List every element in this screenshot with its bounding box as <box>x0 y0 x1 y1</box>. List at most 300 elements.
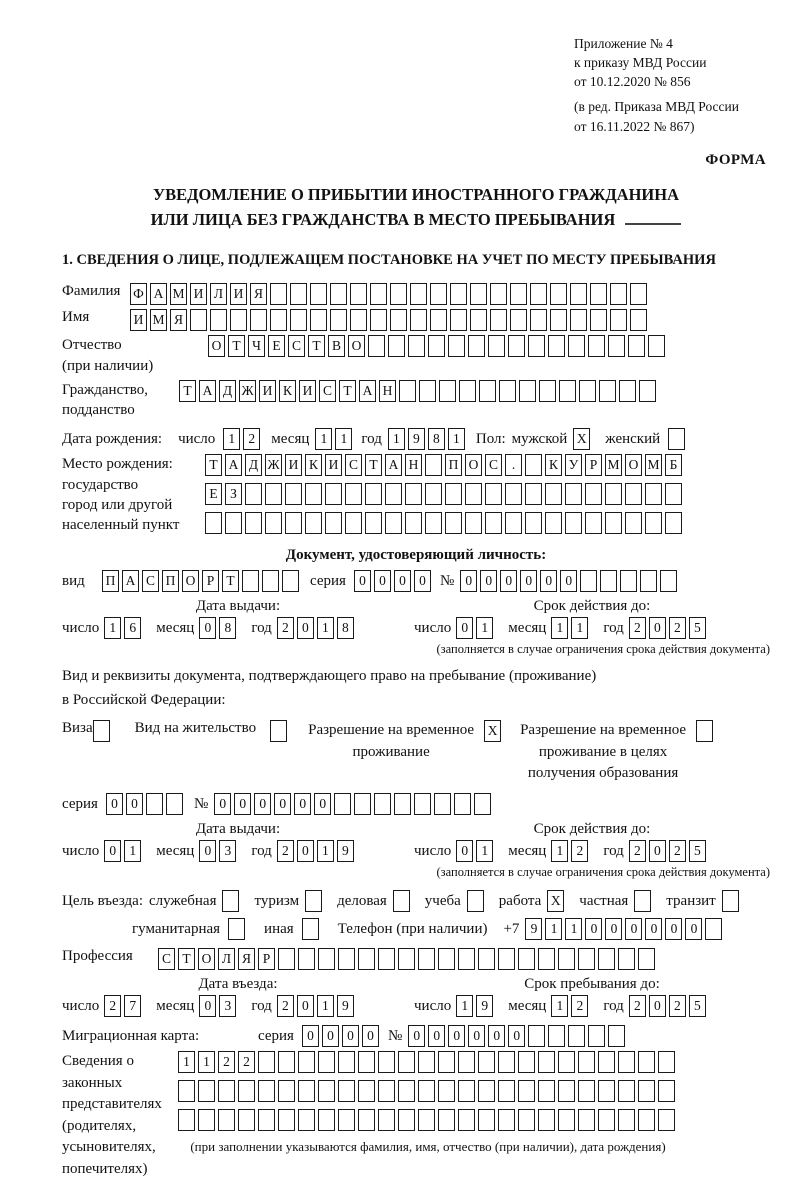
char-cell[interactable]: П <box>102 570 119 592</box>
char-cell[interactable] <box>499 380 516 402</box>
char-cell[interactable]: 3 <box>219 995 236 1017</box>
char-cell[interactable] <box>425 512 442 534</box>
char-cell[interactable] <box>350 309 367 331</box>
char-cell[interactable] <box>378 1109 395 1131</box>
char-cell[interactable] <box>578 948 595 970</box>
char-cell[interactable] <box>668 428 685 450</box>
char-cell[interactable] <box>588 1025 605 1047</box>
char-cell[interactable]: 1 <box>317 840 334 862</box>
char-cell[interactable] <box>618 1109 635 1131</box>
char-cell[interactable] <box>222 890 239 912</box>
char-cell[interactable]: К <box>305 454 322 476</box>
char-cell[interactable] <box>599 380 616 402</box>
char-cell[interactable]: 2 <box>629 840 646 862</box>
char-cell[interactable] <box>630 309 647 331</box>
char-cell[interactable]: 0 <box>199 995 216 1017</box>
char-cell[interactable]: Б <box>665 454 682 476</box>
char-cell[interactable] <box>385 512 402 534</box>
char-cell[interactable]: 0 <box>560 570 577 592</box>
char-cell[interactable] <box>298 1109 315 1131</box>
char-cell[interactable]: 0 <box>302 1025 319 1047</box>
char-cell[interactable] <box>385 483 402 505</box>
char-cell[interactable] <box>338 948 355 970</box>
char-cell[interactable]: 2 <box>669 995 686 1017</box>
char-cell[interactable] <box>418 1051 435 1073</box>
char-cell[interactable] <box>345 512 362 534</box>
char-cell[interactable]: 1 <box>448 428 465 450</box>
char-cell[interactable] <box>610 283 627 305</box>
char-cell[interactable] <box>310 309 327 331</box>
char-cell[interactable]: 0 <box>585 918 602 940</box>
char-cell[interactable]: 2 <box>669 840 686 862</box>
char-cell[interactable] <box>570 309 587 331</box>
char-cell[interactable] <box>454 793 471 815</box>
char-cell[interactable]: 0 <box>394 570 411 592</box>
char-cell[interactable] <box>490 309 507 331</box>
char-cell[interactable] <box>518 1109 535 1131</box>
char-cell[interactable] <box>218 1080 235 1102</box>
char-cell[interactable] <box>470 283 487 305</box>
char-cell[interactable]: 0 <box>362 1025 379 1047</box>
char-cell[interactable] <box>538 948 555 970</box>
char-cell[interactable] <box>648 335 665 357</box>
char-cell[interactable]: Т <box>308 335 325 357</box>
char-cell[interactable]: С <box>485 454 502 476</box>
char-cell[interactable] <box>588 335 605 357</box>
char-cell[interactable]: О <box>198 948 215 970</box>
char-cell[interactable]: 2 <box>669 617 686 639</box>
char-cell[interactable] <box>350 283 367 305</box>
char-cell[interactable]: 0 <box>500 570 517 592</box>
char-cell[interactable] <box>450 309 467 331</box>
char-cell[interactable] <box>302 918 319 940</box>
char-cell[interactable]: 0 <box>314 793 331 815</box>
char-cell[interactable] <box>468 335 485 357</box>
char-cell[interactable] <box>665 483 682 505</box>
char-cell[interactable]: 0 <box>254 793 271 815</box>
char-cell[interactable] <box>585 483 602 505</box>
char-cell[interactable]: 2 <box>238 1051 255 1073</box>
char-cell[interactable] <box>270 309 287 331</box>
char-cell[interactable]: 0 <box>294 793 311 815</box>
char-cell[interactable] <box>378 1051 395 1073</box>
char-cell[interactable] <box>298 948 315 970</box>
char-cell[interactable] <box>525 454 542 476</box>
char-cell[interactable]: А <box>359 380 376 402</box>
char-cell[interactable]: З <box>225 483 242 505</box>
char-cell[interactable]: 1 <box>104 617 121 639</box>
char-cell[interactable]: Ж <box>265 454 282 476</box>
char-cell[interactable]: 0 <box>414 570 431 592</box>
char-cell[interactable] <box>545 483 562 505</box>
char-cell[interactable] <box>430 283 447 305</box>
char-cell[interactable] <box>166 793 183 815</box>
char-cell[interactable]: 8 <box>428 428 445 450</box>
char-cell[interactable]: Р <box>585 454 602 476</box>
char-cell[interactable] <box>578 1109 595 1131</box>
char-cell[interactable]: Ч <box>248 335 265 357</box>
char-cell[interactable] <box>498 948 515 970</box>
char-cell[interactable] <box>518 1080 535 1102</box>
char-cell[interactable]: С <box>345 454 362 476</box>
char-cell[interactable]: 0 <box>199 617 216 639</box>
char-cell[interactable] <box>498 1080 515 1102</box>
char-cell[interactable]: 1 <box>223 428 240 450</box>
char-cell[interactable]: 0 <box>456 840 473 862</box>
char-cell[interactable] <box>93 720 110 742</box>
char-cell[interactable] <box>558 1109 575 1131</box>
char-cell[interactable]: 0 <box>460 570 477 592</box>
char-cell[interactable]: 2 <box>629 995 646 1017</box>
char-cell[interactable] <box>485 483 502 505</box>
char-cell[interactable]: Р <box>258 948 275 970</box>
char-cell[interactable] <box>390 309 407 331</box>
char-cell[interactable]: 5 <box>689 617 706 639</box>
char-cell[interactable]: С <box>158 948 175 970</box>
char-cell[interactable] <box>590 283 607 305</box>
char-cell[interactable]: О <box>182 570 199 592</box>
char-cell[interactable] <box>634 890 651 912</box>
char-cell[interactable] <box>498 1051 515 1073</box>
char-cell[interactable] <box>608 1025 625 1047</box>
char-cell[interactable]: 8 <box>337 617 354 639</box>
char-cell[interactable] <box>458 948 475 970</box>
char-cell[interactable] <box>625 483 642 505</box>
char-cell[interactable] <box>510 283 527 305</box>
char-cell[interactable] <box>598 1080 615 1102</box>
char-cell[interactable] <box>479 380 496 402</box>
char-cell[interactable]: В <box>328 335 345 357</box>
char-cell[interactable] <box>250 309 267 331</box>
char-cell[interactable] <box>438 1051 455 1073</box>
char-cell[interactable] <box>458 1109 475 1131</box>
char-cell[interactable] <box>505 483 522 505</box>
char-cell[interactable] <box>505 512 522 534</box>
char-cell[interactable] <box>228 918 245 940</box>
char-cell[interactable] <box>398 1051 415 1073</box>
char-cell[interactable] <box>358 1051 375 1073</box>
char-cell[interactable] <box>198 1080 215 1102</box>
char-cell[interactable] <box>210 309 227 331</box>
char-cell[interactable] <box>390 283 407 305</box>
char-cell[interactable] <box>568 1025 585 1047</box>
char-cell[interactable] <box>488 335 505 357</box>
char-cell[interactable]: К <box>545 454 562 476</box>
char-cell[interactable]: 0 <box>645 918 662 940</box>
char-cell[interactable] <box>358 1109 375 1131</box>
char-cell[interactable] <box>438 1109 455 1131</box>
char-cell[interactable] <box>558 1080 575 1102</box>
char-cell[interactable] <box>665 512 682 534</box>
char-cell[interactable] <box>625 512 642 534</box>
char-cell[interactable]: 0 <box>649 995 666 1017</box>
char-cell[interactable] <box>334 793 351 815</box>
char-cell[interactable]: X <box>573 428 590 450</box>
char-cell[interactable] <box>388 335 405 357</box>
char-cell[interactable] <box>278 1080 295 1102</box>
char-cell[interactable] <box>590 309 607 331</box>
char-cell[interactable]: Т <box>222 570 239 592</box>
char-cell[interactable] <box>550 283 567 305</box>
char-cell[interactable] <box>218 1109 235 1131</box>
char-cell[interactable] <box>408 335 425 357</box>
char-cell[interactable] <box>425 483 442 505</box>
char-cell[interactable]: 0 <box>354 570 371 592</box>
char-cell[interactable] <box>638 1109 655 1131</box>
char-cell[interactable] <box>722 890 739 912</box>
char-cell[interactable]: Е <box>268 335 285 357</box>
char-cell[interactable] <box>338 1080 355 1102</box>
char-cell[interactable] <box>608 335 625 357</box>
char-cell[interactable] <box>439 380 456 402</box>
char-cell[interactable] <box>146 793 163 815</box>
char-cell[interactable] <box>530 309 547 331</box>
char-cell[interactable] <box>600 570 617 592</box>
char-cell[interactable]: 3 <box>219 840 236 862</box>
char-cell[interactable] <box>485 512 502 534</box>
char-cell[interactable] <box>467 890 484 912</box>
char-cell[interactable] <box>370 283 387 305</box>
char-cell[interactable]: М <box>605 454 622 476</box>
char-cell[interactable] <box>318 1080 335 1102</box>
char-cell[interactable]: Н <box>405 454 422 476</box>
char-cell[interactable]: Т <box>179 380 196 402</box>
char-cell[interactable] <box>245 483 262 505</box>
char-cell[interactable] <box>305 890 322 912</box>
char-cell[interactable]: 1 <box>476 840 493 862</box>
char-cell[interactable] <box>399 380 416 402</box>
char-cell[interactable] <box>628 335 645 357</box>
char-cell[interactable]: Я <box>238 948 255 970</box>
char-cell[interactable] <box>414 793 431 815</box>
char-cell[interactable] <box>418 948 435 970</box>
char-cell[interactable] <box>645 512 662 534</box>
char-cell[interactable] <box>398 948 415 970</box>
char-cell[interactable] <box>605 483 622 505</box>
char-cell[interactable]: Л <box>218 948 235 970</box>
char-cell[interactable] <box>619 380 636 402</box>
char-cell[interactable] <box>405 512 422 534</box>
char-cell[interactable]: С <box>288 335 305 357</box>
char-cell[interactable] <box>618 1051 635 1073</box>
char-cell[interactable] <box>598 1051 615 1073</box>
char-cell[interactable] <box>658 1080 675 1102</box>
char-cell[interactable] <box>539 380 556 402</box>
char-cell[interactable]: О <box>465 454 482 476</box>
char-cell[interactable] <box>298 1080 315 1102</box>
char-cell[interactable] <box>410 309 427 331</box>
char-cell[interactable] <box>638 1051 655 1073</box>
char-cell[interactable]: 0 <box>104 840 121 862</box>
char-cell[interactable] <box>538 1051 555 1073</box>
char-cell[interactable]: 0 <box>448 1025 465 1047</box>
char-cell[interactable] <box>639 380 656 402</box>
char-cell[interactable]: О <box>208 335 225 357</box>
char-cell[interactable]: А <box>225 454 242 476</box>
char-cell[interactable] <box>620 570 637 592</box>
char-cell[interactable]: Л <box>210 283 227 305</box>
char-cell[interactable] <box>258 1051 275 1073</box>
char-cell[interactable]: 2 <box>243 428 260 450</box>
char-cell[interactable] <box>325 483 342 505</box>
char-cell[interactable]: 9 <box>408 428 425 450</box>
char-cell[interactable]: К <box>279 380 296 402</box>
char-cell[interactable] <box>378 948 395 970</box>
char-cell[interactable]: 2 <box>277 995 294 1017</box>
char-cell[interactable]: 1 <box>476 617 493 639</box>
char-cell[interactable] <box>330 309 347 331</box>
char-cell[interactable] <box>398 1080 415 1102</box>
char-cell[interactable]: П <box>445 454 462 476</box>
char-cell[interactable]: С <box>319 380 336 402</box>
char-cell[interactable]: 2 <box>218 1051 235 1073</box>
char-cell[interactable]: О <box>348 335 365 357</box>
char-cell[interactable]: 1 <box>551 840 568 862</box>
char-cell[interactable] <box>398 1109 415 1131</box>
char-cell[interactable]: 5 <box>689 995 706 1017</box>
char-cell[interactable] <box>645 483 662 505</box>
char-cell[interactable] <box>345 483 362 505</box>
char-cell[interactable] <box>285 512 302 534</box>
char-cell[interactable]: 1 <box>551 617 568 639</box>
char-cell[interactable] <box>578 1051 595 1073</box>
char-cell[interactable] <box>558 1051 575 1073</box>
char-cell[interactable]: 0 <box>540 570 557 592</box>
char-cell[interactable]: 8 <box>219 617 236 639</box>
char-cell[interactable]: 1 <box>178 1051 195 1073</box>
char-cell[interactable] <box>245 512 262 534</box>
char-cell[interactable]: И <box>299 380 316 402</box>
char-cell[interactable] <box>638 948 655 970</box>
char-cell[interactable] <box>525 483 542 505</box>
char-cell[interactable]: X <box>547 890 564 912</box>
char-cell[interactable] <box>528 1025 545 1047</box>
char-cell[interactable] <box>438 1080 455 1102</box>
char-cell[interactable] <box>465 512 482 534</box>
char-cell[interactable] <box>474 793 491 815</box>
char-cell[interactable] <box>265 483 282 505</box>
char-cell[interactable] <box>230 309 247 331</box>
char-cell[interactable] <box>418 1109 435 1131</box>
char-cell[interactable] <box>565 483 582 505</box>
char-cell[interactable]: Д <box>219 380 236 402</box>
char-cell[interactable]: Ж <box>239 380 256 402</box>
char-cell[interactable]: Т <box>365 454 382 476</box>
char-cell[interactable] <box>225 512 242 534</box>
char-cell[interactable] <box>465 483 482 505</box>
char-cell[interactable]: И <box>190 283 207 305</box>
char-cell[interactable]: 0 <box>665 918 682 940</box>
char-cell[interactable] <box>658 1109 675 1131</box>
char-cell[interactable]: Т <box>228 335 245 357</box>
char-cell[interactable]: 0 <box>605 918 622 940</box>
char-cell[interactable] <box>530 283 547 305</box>
char-cell[interactable] <box>270 283 287 305</box>
char-cell[interactable] <box>238 1109 255 1131</box>
char-cell[interactable]: 1 <box>315 428 332 450</box>
char-cell[interactable]: X <box>484 720 501 742</box>
char-cell[interactable]: 0 <box>297 995 314 1017</box>
char-cell[interactable]: М <box>150 309 167 331</box>
char-cell[interactable] <box>425 454 442 476</box>
char-cell[interactable] <box>445 512 462 534</box>
char-cell[interactable]: 1 <box>198 1051 215 1073</box>
char-cell[interactable] <box>265 512 282 534</box>
char-cell[interactable]: Я <box>170 309 187 331</box>
char-cell[interactable] <box>330 283 347 305</box>
char-cell[interactable]: 0 <box>649 617 666 639</box>
char-cell[interactable]: А <box>122 570 139 592</box>
char-cell[interactable] <box>490 283 507 305</box>
char-cell[interactable] <box>370 309 387 331</box>
char-cell[interactable]: 0 <box>685 918 702 940</box>
char-cell[interactable] <box>605 512 622 534</box>
char-cell[interactable] <box>459 380 476 402</box>
char-cell[interactable] <box>419 380 436 402</box>
char-cell[interactable] <box>498 1109 515 1131</box>
char-cell[interactable] <box>338 1051 355 1073</box>
char-cell[interactable] <box>518 948 535 970</box>
char-cell[interactable]: 0 <box>199 840 216 862</box>
char-cell[interactable]: 0 <box>214 793 231 815</box>
char-cell[interactable]: 0 <box>374 570 391 592</box>
char-cell[interactable] <box>290 309 307 331</box>
char-cell[interactable] <box>278 1109 295 1131</box>
char-cell[interactable]: У <box>565 454 582 476</box>
char-cell[interactable] <box>696 720 713 742</box>
char-cell[interactable]: 0 <box>456 617 473 639</box>
char-cell[interactable]: А <box>385 454 402 476</box>
char-cell[interactable] <box>405 483 422 505</box>
char-cell[interactable] <box>538 1109 555 1131</box>
char-cell[interactable] <box>550 309 567 331</box>
char-cell[interactable] <box>508 335 525 357</box>
char-cell[interactable] <box>374 793 391 815</box>
char-cell[interactable] <box>450 283 467 305</box>
char-cell[interactable] <box>428 335 445 357</box>
char-cell[interactable] <box>478 1109 495 1131</box>
char-cell[interactable] <box>640 570 657 592</box>
char-cell[interactable] <box>198 1109 215 1131</box>
char-cell[interactable]: . <box>505 454 522 476</box>
char-cell[interactable]: Я <box>250 283 267 305</box>
char-cell[interactable]: 0 <box>428 1025 445 1047</box>
char-cell[interactable] <box>598 948 615 970</box>
char-cell[interactable]: 0 <box>234 793 251 815</box>
char-cell[interactable] <box>705 918 722 940</box>
char-cell[interactable] <box>570 283 587 305</box>
char-cell[interactable] <box>338 1109 355 1131</box>
char-cell[interactable] <box>598 1109 615 1131</box>
char-cell[interactable] <box>358 948 375 970</box>
char-cell[interactable] <box>618 1080 635 1102</box>
char-cell[interactable]: 0 <box>297 840 314 862</box>
char-cell[interactable]: 2 <box>104 995 121 1017</box>
char-cell[interactable] <box>618 948 635 970</box>
char-cell[interactable]: 0 <box>274 793 291 815</box>
char-cell[interactable]: 9 <box>337 995 354 1017</box>
char-cell[interactable]: 0 <box>297 617 314 639</box>
char-cell[interactable] <box>282 570 299 592</box>
char-cell[interactable] <box>630 283 647 305</box>
char-cell[interactable] <box>365 512 382 534</box>
char-cell[interactable]: 0 <box>520 570 537 592</box>
char-cell[interactable]: 2 <box>629 617 646 639</box>
char-cell[interactable] <box>318 1051 335 1073</box>
char-cell[interactable]: С <box>142 570 159 592</box>
char-cell[interactable] <box>458 1080 475 1102</box>
char-cell[interactable]: 0 <box>322 1025 339 1047</box>
